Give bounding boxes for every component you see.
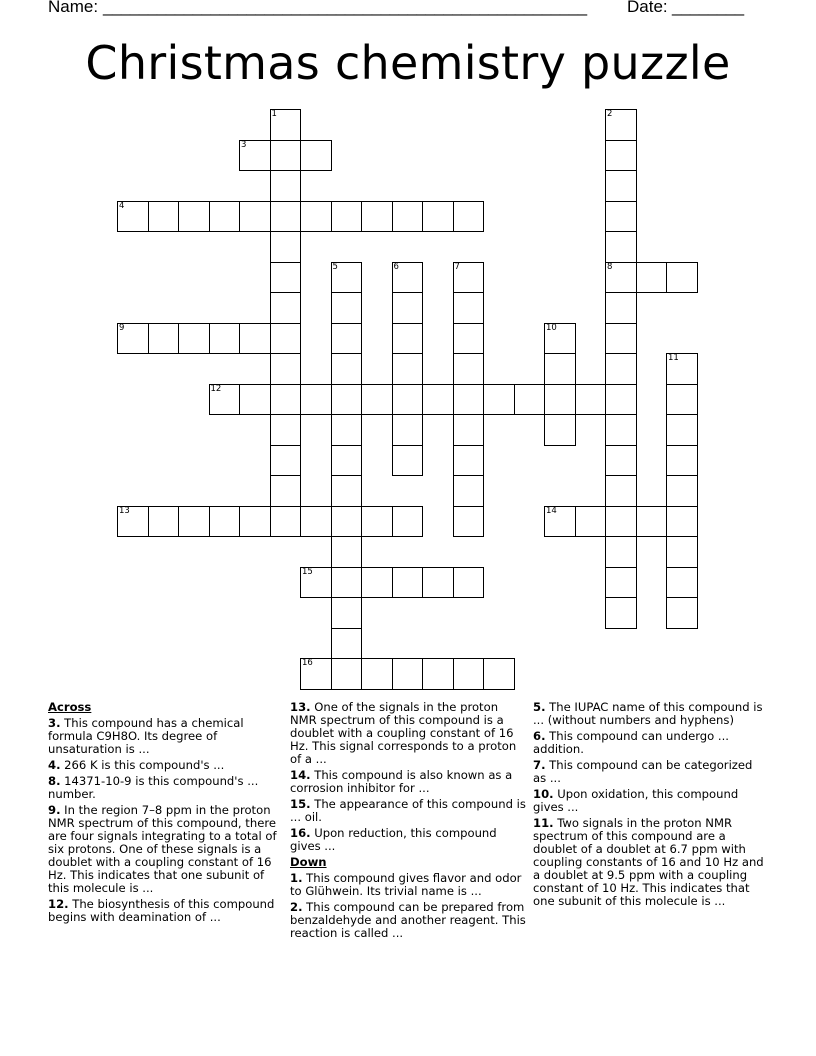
crossword-cell[interactable] xyxy=(331,628,363,660)
crossword-cell[interactable] xyxy=(270,140,302,172)
crossword-cell[interactable] xyxy=(178,323,210,355)
clue-down-1: 1. This compound gives flavor and odor to Glühwein. Its trivial name is ... xyxy=(290,871,522,898)
crossword-cell[interactable] xyxy=(300,384,332,416)
clue-down-6: 6. This compound can undergo ... addition. xyxy=(533,729,729,756)
crossword-cell[interactable] xyxy=(239,384,271,416)
crossword-cell[interactable] xyxy=(605,445,637,477)
crossword-cell[interactable] xyxy=(636,506,668,538)
crossword-cell[interactable] xyxy=(453,414,485,446)
across-heading: Across xyxy=(48,700,92,714)
crossword-cell[interactable] xyxy=(209,201,241,233)
crossword-cell[interactable] xyxy=(422,201,454,233)
crossword-cell[interactable] xyxy=(392,353,424,385)
date-line: ________ xyxy=(672,0,744,16)
crossword-cell[interactable] xyxy=(209,384,241,416)
crossword-cell[interactable] xyxy=(453,323,485,355)
crossword-cell[interactable] xyxy=(209,323,241,355)
crossword-cell[interactable] xyxy=(605,567,637,599)
crossword-cell[interactable] xyxy=(453,658,485,690)
crossword-cell[interactable] xyxy=(270,506,302,538)
crossword-cell[interactable] xyxy=(605,323,637,355)
crossword-cell[interactable] xyxy=(666,262,698,294)
crossword-cell[interactable] xyxy=(270,384,302,416)
crossword-cell[interactable] xyxy=(605,353,637,385)
crossword-cell[interactable] xyxy=(331,292,363,324)
crossword-cell[interactable] xyxy=(331,201,363,233)
crossword-cell[interactable] xyxy=(666,597,698,629)
clue-across-13: 13. One of the signals in the proton NMR spectrum of this compound is a doublet with a coupling constant of 16 Hz. This signal corresponds to a proton of a ... xyxy=(290,700,517,766)
crossword-cell[interactable] xyxy=(392,262,424,294)
clue-number: 16 xyxy=(302,658,313,668)
clues-column-1 xyxy=(48,701,284,927)
crossword-cell[interactable] xyxy=(453,384,485,416)
crossword-cell[interactable] xyxy=(270,201,302,233)
crossword-cell[interactable] xyxy=(605,262,637,294)
crossword-cell[interactable] xyxy=(361,567,393,599)
crossword-cell[interactable] xyxy=(331,323,363,355)
crossword-cell[interactable] xyxy=(514,384,546,416)
crossword-cell[interactable] xyxy=(453,567,485,599)
crossword-cell[interactable] xyxy=(148,201,180,233)
crossword-cell[interactable] xyxy=(239,323,271,355)
crossword-cell[interactable] xyxy=(422,384,454,416)
crossword-cell[interactable] xyxy=(300,140,332,172)
crossword-cell[interactable] xyxy=(453,262,485,294)
crossword-cell[interactable] xyxy=(300,658,332,690)
crossword-cell[interactable] xyxy=(270,262,302,294)
crossword-cell[interactable] xyxy=(331,506,363,538)
crossword-cell[interactable] xyxy=(270,292,302,324)
crossword-cell[interactable] xyxy=(605,231,637,263)
crossword-cell[interactable] xyxy=(331,384,363,416)
down-heading: Down xyxy=(290,855,327,869)
crossword-cell[interactable] xyxy=(270,170,302,202)
crossword-cell[interactable] xyxy=(270,323,302,355)
clue-number: 11 xyxy=(668,353,679,363)
clue-across-9: 9. In the region 7–8 ppm in the proton NMR spectrum of this compound, there are four signals integrating to a total of six protons. One of these signals is a doublet with a coupling constant of 16 Hz. This indicates that one subunit of this molecule is ... xyxy=(48,803,277,895)
crossword-cell[interactable] xyxy=(148,506,180,538)
clue-number: 7 xyxy=(454,261,460,272)
crossword-cell[interactable] xyxy=(544,506,576,538)
clue-down-7: 7. This compound can be categorized as ... xyxy=(533,758,753,785)
name-line: ______________________________________________________ xyxy=(103,0,587,16)
crossword-cell[interactable] xyxy=(666,384,698,416)
clue-down-10: 10. Upon oxidation, this compound gives ... xyxy=(533,787,739,814)
crossword-cell[interactable] xyxy=(361,201,393,233)
crossword-cell[interactable] xyxy=(605,475,637,507)
crossword-cell[interactable] xyxy=(331,414,363,446)
clue-across-16: 16. Upon reduction, this compound gives ... xyxy=(290,826,497,853)
crossword-cell[interactable] xyxy=(666,353,698,385)
crossword-cell[interactable] xyxy=(483,658,515,690)
clue-number: 13 xyxy=(119,505,130,516)
crossword-cell[interactable] xyxy=(270,109,302,141)
crossword-cell[interactable] xyxy=(605,414,637,446)
crossword-cell[interactable] xyxy=(331,536,363,568)
crossword-cell[interactable] xyxy=(331,445,363,477)
crossword-cell[interactable] xyxy=(605,384,637,416)
crossword-cell[interactable] xyxy=(666,506,698,538)
crossword-cell[interactable] xyxy=(331,353,363,385)
crossword-cell[interactable] xyxy=(544,323,576,355)
crossword-cell[interactable] xyxy=(300,506,332,538)
crossword-cell[interactable] xyxy=(270,475,302,507)
clue-number: 3 xyxy=(241,139,247,150)
clue-across-3: 3. This compound has a chemical formula C9H8O. Its degree of unsaturation is ... xyxy=(48,716,244,756)
name-label: Name: xyxy=(48,0,99,16)
crossword-cell[interactable] xyxy=(453,445,485,477)
clue-number: 6 xyxy=(393,261,399,272)
clue-number: 4 xyxy=(119,200,125,211)
crossword-cell[interactable] xyxy=(666,414,698,446)
crossword-cell[interactable] xyxy=(605,170,637,202)
clue-number: 12 xyxy=(210,383,222,394)
crossword-cell[interactable] xyxy=(666,445,698,477)
date-label: Date: xyxy=(627,0,668,16)
crossword-cell[interactable] xyxy=(331,262,363,294)
clue-number: 5 xyxy=(332,261,338,272)
crossword-cell[interactable] xyxy=(300,567,332,599)
crossword-cell[interactable] xyxy=(331,475,363,507)
clue-number: 9 xyxy=(119,322,125,333)
crossword-cell[interactable] xyxy=(148,323,180,355)
crossword-cell[interactable] xyxy=(239,140,271,172)
crossword-cell[interactable] xyxy=(117,506,149,538)
crossword-cell[interactable] xyxy=(270,414,302,446)
clue-number: 8 xyxy=(607,261,613,272)
crossword-cell[interactable] xyxy=(361,658,393,690)
crossword-cell[interactable] xyxy=(605,536,637,568)
crossword-cell[interactable] xyxy=(270,445,302,477)
crossword-cell[interactable] xyxy=(331,658,363,690)
crossword-cell[interactable] xyxy=(392,567,424,599)
clue-number: 1 xyxy=(271,109,277,119)
clue-number: 10 xyxy=(546,322,557,333)
clue-number: 14 xyxy=(546,505,557,516)
crossword-cell[interactable] xyxy=(392,292,424,324)
crossword-cell[interactable] xyxy=(392,445,424,477)
clue-down-11: 11. Two signals in the proton NMR spectrum of this compound are a doublet of a doublet at 6.7 ppm with coupling constants of 16 and 10 Hz and a doublet at 9.5 ppm with a coupling constant of 10 Hz. This indicates that one subunit of this molecule is ... xyxy=(533,816,764,908)
clue-down-5: 5. The IUPAC name of this compound is ... (without numbers and hyphens) xyxy=(533,700,763,727)
crossword-cell[interactable] xyxy=(239,201,271,233)
crossword-cell[interactable] xyxy=(361,384,393,416)
clue-across-15: 15. The appearance of this compound is ... oil. xyxy=(290,797,526,824)
crossword-cell[interactable] xyxy=(239,506,271,538)
crossword-cell[interactable] xyxy=(575,384,607,416)
clue-down-2: 2. This compound can be prepared from benzaldehyde and another reagent. This reaction is called ... xyxy=(290,900,526,940)
crossword-cell[interactable] xyxy=(636,262,668,294)
crossword-cell[interactable] xyxy=(605,109,637,141)
crossword-cell[interactable] xyxy=(270,353,302,385)
crossword-cell[interactable] xyxy=(392,658,424,690)
crossword-cell[interactable] xyxy=(453,506,485,538)
crossword-cell[interactable] xyxy=(422,567,454,599)
crossword-cell[interactable] xyxy=(392,414,424,446)
crossword-cell[interactable] xyxy=(422,658,454,690)
crossword-cell[interactable] xyxy=(361,506,393,538)
crossword-cell[interactable] xyxy=(392,201,424,233)
clue-across-8: 8. 14371-10-9 is this compound's ... number. xyxy=(48,774,259,801)
page-title: Christmas chemistry puzzle xyxy=(85,36,731,90)
crossword-cell[interactable] xyxy=(331,597,363,629)
crossword-cell[interactable] xyxy=(605,597,637,629)
clue-across-14: 14. This compound is also known as a corrosion inhibitor for ... xyxy=(290,768,513,795)
crossword-cell[interactable] xyxy=(605,292,637,324)
crossword-cell[interactable] xyxy=(178,506,210,538)
crossword-cell[interactable] xyxy=(666,475,698,507)
crossword-cell[interactable] xyxy=(605,506,637,538)
crossword-cell[interactable] xyxy=(666,567,698,599)
crossword-cell[interactable] xyxy=(300,201,332,233)
clues-column-2 xyxy=(290,701,526,943)
clues-column-3 xyxy=(533,701,769,911)
crossword-cell[interactable] xyxy=(544,353,576,385)
crossword-cell[interactable] xyxy=(605,201,637,233)
crossword-cell[interactable] xyxy=(392,384,424,416)
crossword-cell[interactable] xyxy=(209,506,241,538)
crossword-cell[interactable] xyxy=(453,353,485,385)
crossword-cell[interactable] xyxy=(483,384,515,416)
crossword-cell[interactable] xyxy=(178,201,210,233)
crossword-cell[interactable] xyxy=(605,140,637,172)
crossword-cell[interactable] xyxy=(331,567,363,599)
crossword-cell[interactable] xyxy=(453,292,485,324)
crossword-cell[interactable] xyxy=(117,323,149,355)
crossword-cell[interactable] xyxy=(453,201,485,233)
clue-across-12: 12. The biosynthesis of this compound begins with deamination of ... xyxy=(48,897,275,924)
crossword-cell[interactable] xyxy=(453,475,485,507)
crossword-cell[interactable] xyxy=(117,201,149,233)
clue-across-4: 4. 266 K is this compound's ... xyxy=(48,758,225,772)
crossword-cell[interactable] xyxy=(544,414,576,446)
crossword-cell[interactable] xyxy=(575,506,607,538)
clue-number: 2 xyxy=(607,109,613,119)
clue-number: 15 xyxy=(302,566,313,577)
crossword-cell[interactable] xyxy=(392,506,424,538)
crossword-cell[interactable] xyxy=(544,384,576,416)
crossword-cell[interactable] xyxy=(666,536,698,568)
crossword-cell[interactable] xyxy=(270,231,302,263)
crossword-cell[interactable] xyxy=(392,323,424,355)
